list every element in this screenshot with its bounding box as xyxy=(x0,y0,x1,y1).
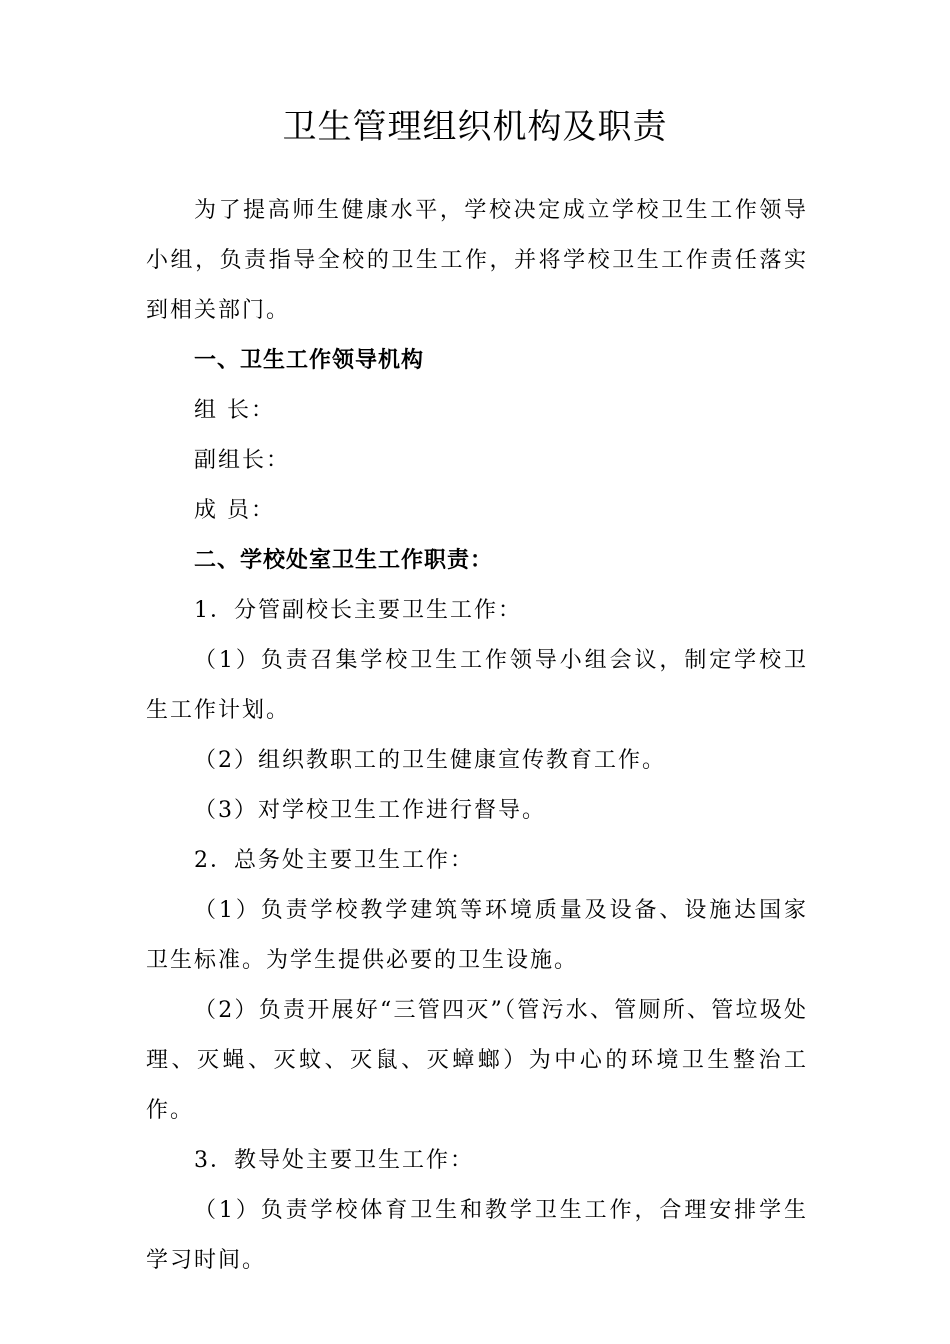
item3-heading: 3．教导处主要卫生工作： xyxy=(194,1148,474,1173)
item1-point: （1）负责召集学校卫生工作领导小组会议，制定学校卫生工作计划。 xyxy=(146,648,808,723)
item2-point: （2）负责开展好“三管四灭”（管污水、管厕所、管垃圾处理、灭蝇、灭蚊、灭鼠、灭蟑螂）为中心的环境卫生整治工作。 xyxy=(146,998,808,1123)
section2-heading: 二、学校处室卫生工作职责： xyxy=(194,548,494,573)
document-body xyxy=(146,186,808,1286)
item2-heading: 2．总务处主要卫生工作： xyxy=(194,848,474,873)
section1-heading: 一、卫生工作领导机构 xyxy=(194,348,425,373)
document-title: 卫生管理组织机构及职责 xyxy=(282,107,668,147)
intro-paragraph: 为了提高师生健康水平，学校决定成立学校卫生工作领导小组，负责指导全校的卫生工作，并将学校卫生工作责任落实到相关部门。 xyxy=(146,198,808,323)
item1-heading: 1．分管副校长主要卫生工作： xyxy=(194,598,522,623)
item1-point: （2）组织教职工的卫生健康宣传教育工作。 xyxy=(194,748,666,773)
item2-point: （1）负责学校教学建筑等环境质量及设备、设施达国家卫生标准。为学生提供必要的卫生设施。 xyxy=(146,898,808,973)
members-line: 成 员： xyxy=(194,498,275,523)
leader-line: 组 长： xyxy=(194,398,275,423)
deputy-leader-line: 副组长： xyxy=(194,448,291,473)
item3-point: （1）负责学校体育卫生和教学卫生工作，合理安排学生学习时间。 xyxy=(146,1198,808,1273)
item1-point: （3）对学校卫生工作进行督导。 xyxy=(194,798,546,823)
